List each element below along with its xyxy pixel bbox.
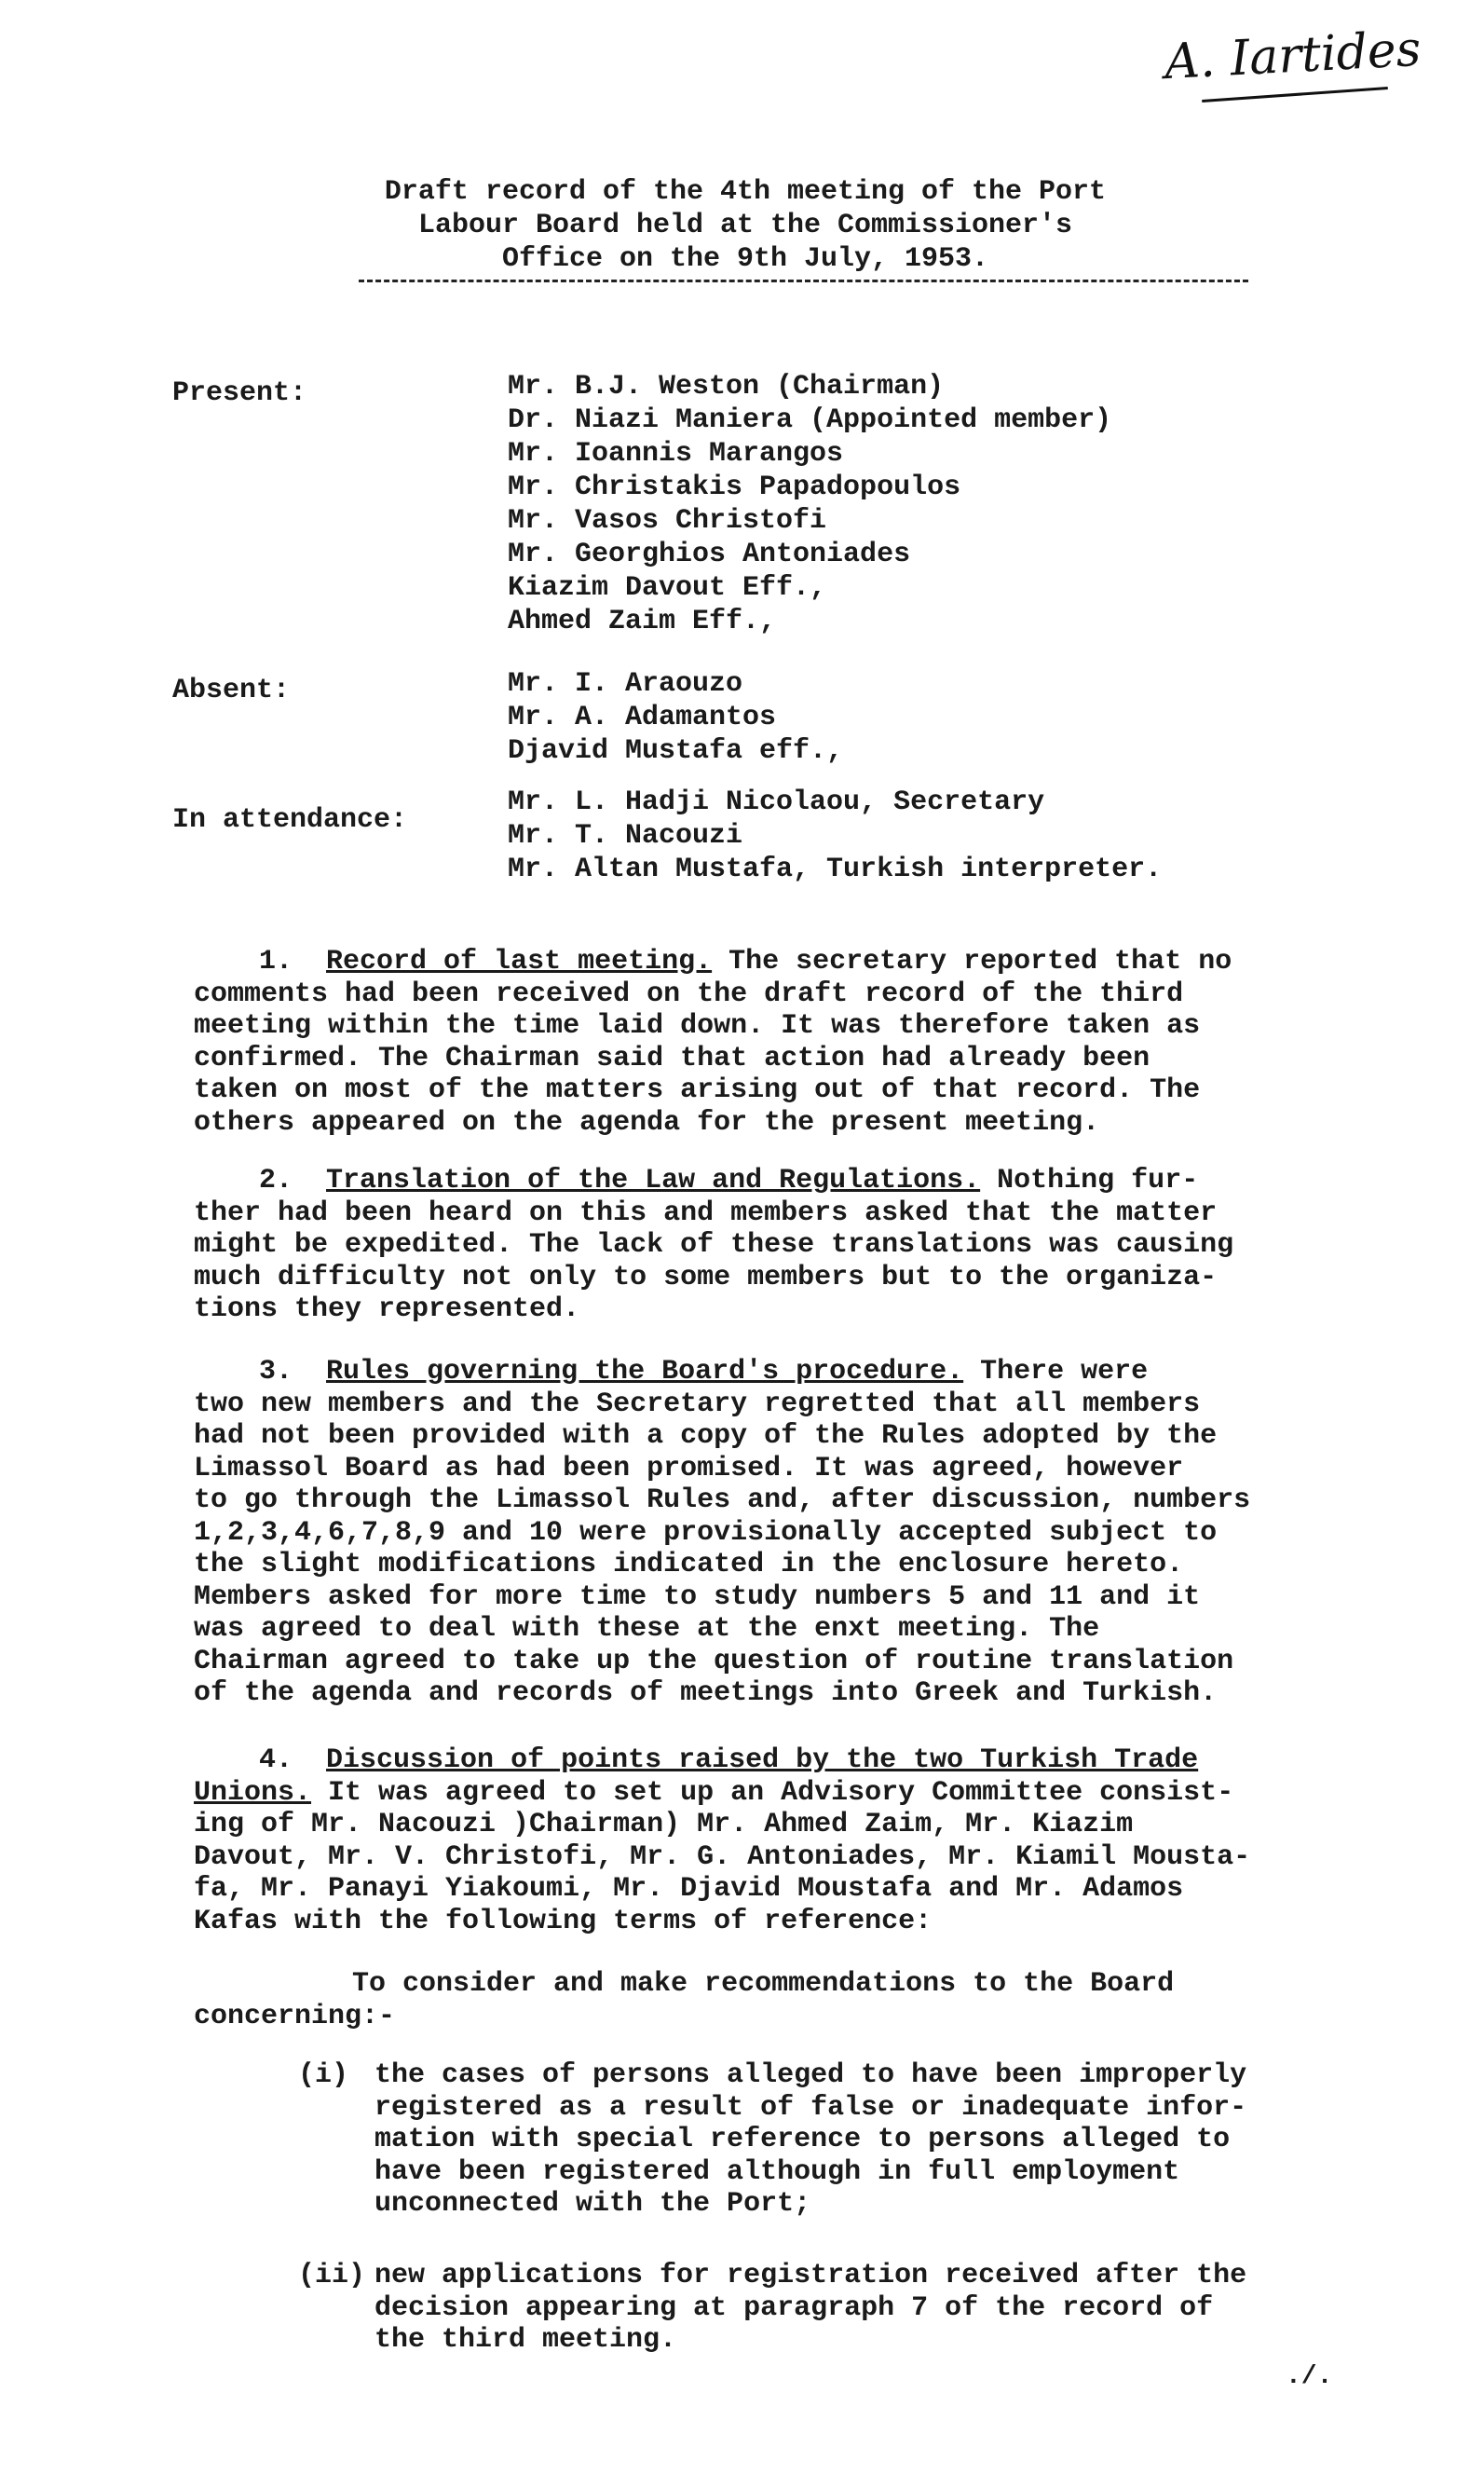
sub-item-line: the cases of persons alleged to have been improperly xyxy=(374,2059,1247,2091)
item-2 xyxy=(194,1165,1377,1326)
item-number: 2. xyxy=(259,1165,293,1196)
attendance-name: Mr. Altan Mustafa, Turkish interpreter. xyxy=(508,854,1163,885)
terms-intro xyxy=(194,1968,1377,2032)
attendance-name: Mr. L. Hadji Nicolaou, Secretary xyxy=(508,786,1045,818)
present-label: Present: xyxy=(172,377,307,409)
item-heading: Rules governing the Board's procedure. xyxy=(326,1356,964,1388)
item-heading: Unions. xyxy=(194,1776,312,1809)
sub-item-line: registered as a result of false or inadequate infor- xyxy=(374,2091,1247,2124)
item-heading: Discussion of points raised by the two Turkish Trade xyxy=(326,1744,1199,1776)
item-4 xyxy=(194,1744,1377,1937)
title-dashed-rule xyxy=(359,280,1248,282)
absent-name: Mr. A. Adamantos xyxy=(508,702,777,733)
sub-item-line: decision appearing at paragraph 7 of the record of xyxy=(374,2291,1214,2324)
item-line: Kafas with the following terms of reference: xyxy=(194,1905,933,1937)
terms-intro-line: To consider and make recommendations to the Board xyxy=(352,1968,1175,2000)
terms-sub-item-ii xyxy=(298,2260,1246,2357)
item-line: of the agenda and records of meetings into Greek and Turkish. xyxy=(194,1677,1218,1709)
present-name: Dr. Niazi Maniera (Appointed member) xyxy=(508,404,1112,436)
present-name: Mr. Georghios Antoniades xyxy=(508,539,911,570)
present-name: Mr. B.J. Weston (Chairman) xyxy=(508,371,945,403)
sub-item-line: the third meeting. xyxy=(374,2324,677,2356)
item-line: two new members and the Secretary regretted that all members xyxy=(194,1388,1201,1420)
absent-list xyxy=(508,667,843,768)
item-line: Limassol Board as had been promised. It was agreed, however xyxy=(194,1452,1184,1484)
item-line: Members asked for more time to study numbers 5 and 11 and it xyxy=(194,1580,1201,1613)
item-line: might be expedited. The lack of these translations was causing xyxy=(194,1229,1234,1261)
continuation-mark: ./. xyxy=(1286,2362,1333,2391)
item-line: 1,2,3,4,6,7,8,9 and 10 were provisionally accepted subject to xyxy=(194,1516,1218,1549)
item-text: It was agreed to set up an Advisory Committee consist- xyxy=(311,1776,1234,1809)
item-line: tions they represented. xyxy=(194,1293,580,1325)
item-text: The secretary reported that no xyxy=(712,946,1232,978)
present-name: Mr. Christakis Papadopoulos xyxy=(508,472,961,503)
handwritten-signature: A. Iartides xyxy=(1163,21,1423,91)
document-title xyxy=(279,175,1211,276)
title-line: Labour Board held at the Commissioner's xyxy=(417,210,1073,241)
title-line: Draft record of the 4th meeting of the Port xyxy=(384,176,1107,208)
item-heading: Translation of the Law and Regulations. xyxy=(326,1165,981,1196)
item-line: fa, Mr. Panayi Yiakoumi, Mr. Djavid Moustafa and Mr. Adamos xyxy=(194,1873,1184,1905)
present-name: Mr. Ioannis Marangos xyxy=(508,438,844,470)
item-text: Nothing fur- xyxy=(980,1165,1199,1196)
present-list xyxy=(508,370,1111,638)
item-text: There were xyxy=(963,1356,1149,1388)
sub-item-line: new applications for registration received after the xyxy=(374,2260,1247,2291)
item-line: had not been provided with a copy of the Rules adopted by the xyxy=(194,1420,1218,1452)
sub-item-number: (i) xyxy=(298,2059,349,2091)
attendance-label: In attendance: xyxy=(172,804,408,836)
item-line: confirmed. The Chairman said that action had already been xyxy=(194,1042,1150,1074)
item-number: 1. xyxy=(259,946,293,978)
item-number: 3. xyxy=(259,1356,293,1388)
item-line: ing of Mr. Nacouzi )Chairman) Mr. Ahmed Zaim, Mr. Kiazim xyxy=(194,1809,1134,1840)
item-line: meeting within the time laid down. It was therefore taken as xyxy=(194,1010,1201,1042)
sub-item-line: mation with special reference to persons alleged to xyxy=(374,2124,1231,2155)
item-line: was agreed to deal with these at the enxt meeting. The xyxy=(194,1613,1100,1645)
attendance-name: Mr. T. Nacouzi xyxy=(508,820,743,852)
terms-intro-line: concerning:- xyxy=(194,2000,396,2032)
item-line: taken on most of the matters arising out of that record. The xyxy=(194,1074,1201,1106)
item-line: ther had been heard on this and members asked that the matter xyxy=(194,1196,1218,1229)
item-line: to go through the Limassol Rules and, after discussion, numbers xyxy=(194,1484,1251,1516)
absent-name: Mr. I. Araouzo xyxy=(508,668,743,700)
item-line: the slight modifications indicated in the enclosure hereto. xyxy=(194,1549,1184,1580)
attendance-list xyxy=(508,786,1162,886)
item-number: 4. xyxy=(259,1744,293,1776)
item-line: Davout, Mr. V. Christofi, Mr. G. Antoniades, Mr. Kiamil Mousta- xyxy=(194,1840,1251,1873)
item-1 xyxy=(194,946,1377,1139)
present-name: Kiazim Davout Eff., xyxy=(508,572,827,604)
sub-item-line: have been registered although in full employment xyxy=(374,2155,1180,2188)
present-name: Mr. Vasos Christofi xyxy=(508,505,827,537)
item-line: much difficulty not only to some members but to the organiza- xyxy=(194,1261,1218,1293)
item-heading: Record of last meeting. xyxy=(326,946,713,978)
absent-name: Djavid Mustafa eff., xyxy=(508,735,844,767)
item-line: Chairman agreed to take up the question of routine translation xyxy=(194,1645,1234,1677)
sub-item-line: unconnected with the Port; xyxy=(374,2188,811,2220)
absent-label: Absent: xyxy=(172,675,291,706)
item-line: others appeared on the agenda for the present meeting. xyxy=(194,1106,1100,1139)
item-line: comments had been received on the draft record of the third xyxy=(194,978,1184,1010)
signature-underline xyxy=(1202,87,1388,103)
terms-sub-item-i xyxy=(298,2059,1246,2221)
item-3 xyxy=(194,1356,1377,1710)
sub-item-number: (ii) xyxy=(298,2260,366,2291)
present-name: Ahmed Zaim Eff., xyxy=(508,606,777,637)
title-line: Office on the 9th July, 1953. xyxy=(501,243,989,275)
